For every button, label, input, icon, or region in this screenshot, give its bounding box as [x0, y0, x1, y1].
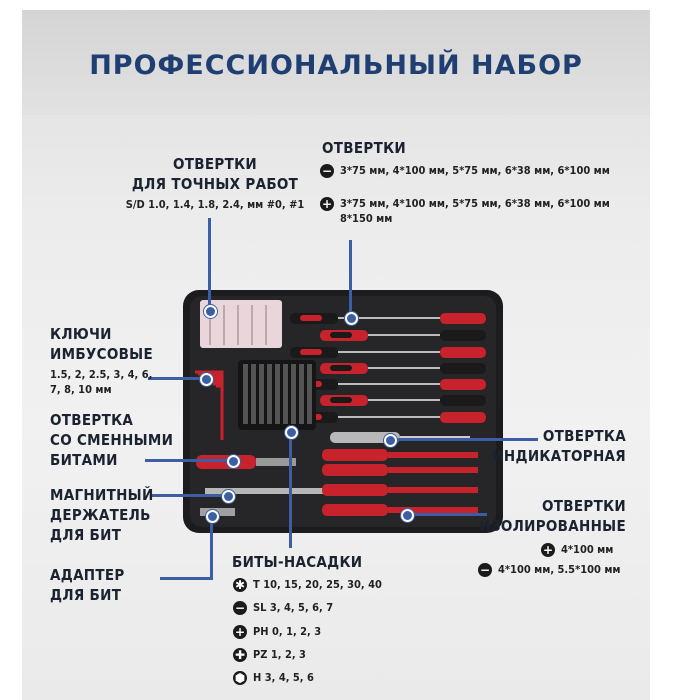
insulated-heading-line1: ОТВЕРТКИ: [542, 497, 626, 515]
precision-sizes: S/D 1.0, 1.4, 1.8, 2.4, мм #0, #1: [125, 198, 305, 211]
torx-icon: ✱: [234, 578, 246, 592]
screwdriver-grip: [300, 349, 322, 355]
bit: [307, 364, 312, 424]
pointer-line-adapter-v: [210, 514, 213, 579]
screwdrivers-heading: ОТВЕРТКИ: [322, 139, 406, 157]
bits-hex-icon: ⬢: [234, 671, 246, 685]
pointer-dot-bit-driver: [227, 455, 240, 468]
bit: [259, 364, 264, 424]
pointer-dot-indicator: [384, 434, 397, 447]
screwdriver-handle: [440, 395, 486, 406]
bits-heading: БИТЫ-НАСАДКИ: [232, 553, 363, 571]
insulated-phillips-sizes: 4*100 мм: [561, 543, 614, 556]
magnetic-holder-heading-line2: ДЕРЖАТЕЛЬ: [50, 506, 151, 524]
indicator-heading: [440, 426, 626, 466]
screwdriver-handle: [440, 379, 486, 390]
bit: [299, 364, 304, 424]
bit: [251, 364, 256, 424]
insulated-handle: [322, 449, 388, 461]
pointer-dot-magnetic: [222, 490, 235, 503]
screwdrivers-slotted-sizes: 3*75 мм, 4*100 мм, 5*75 мм, 6*38 мм, 6*100 мм: [340, 164, 610, 177]
pointer-dot-hex: [200, 373, 213, 386]
page-title: ПРОФЕССИОНАЛЬНЫЙ НАБОР: [89, 50, 583, 81]
hex-keys-sizes: [50, 367, 152, 397]
insulated-shaft: [388, 467, 478, 473]
hex-keys-heading-line1: КЛЮЧИ: [50, 325, 112, 343]
bits-pozidriv-icon: ✚: [234, 648, 246, 662]
screwdriver-grip: [300, 315, 322, 321]
pointer-dot-adapter: [206, 510, 219, 523]
bits-slotted-icon: −: [234, 601, 246, 615]
phillips-icon: +: [321, 197, 333, 211]
pointer-dot-screwdrivers: [345, 312, 358, 325]
slotted-icon: −: [321, 164, 333, 178]
pointer-line-adapter-h: [160, 577, 213, 580]
precision-heading: [120, 154, 310, 194]
pointer-dot-precision: [204, 305, 217, 318]
pointer-line-bits: [289, 430, 292, 548]
screwdriver-grip: [330, 397, 352, 403]
bit: [267, 364, 272, 424]
hex-keys-sizes-line1: 1.5, 2, 2.5, 3, 4, 6,: [50, 368, 153, 381]
insulated-heading-line2: ИЗОЛИРОВАННЫЕ: [479, 517, 626, 535]
insulated-heading: [440, 496, 626, 536]
bits-pozidriv-sizes: PZ 1, 2, 3: [253, 648, 306, 661]
bit-driver-handle: [196, 455, 256, 469]
hex-keys-sizes-line2: 7, 8, 10 мм: [50, 383, 112, 396]
insulated-handle: [322, 464, 388, 476]
pointer-dot-bits: [285, 426, 298, 439]
bit: [243, 364, 248, 424]
screwdriver-handle: [440, 330, 486, 341]
hex-keys-heading: [50, 324, 153, 364]
bit-driver-heading-line3: БИТАМИ: [50, 451, 118, 469]
bit: [283, 364, 288, 424]
bits-phillips-sizes: PH 0, 1, 2, 3: [253, 625, 322, 638]
insulated-slotted-sizes: 4*100 мм, 5.5*100 мм: [498, 563, 621, 576]
screwdriver-handle: [440, 363, 486, 374]
bit: [291, 364, 296, 424]
bit-driver-heading-line1: ОТВЕРТКА: [50, 411, 134, 429]
insulated-phillips-icon: +: [542, 543, 554, 557]
adapter-heading: [50, 565, 125, 605]
bits-torx-sizes: T 10, 15, 20, 25, 30, 40: [253, 578, 382, 591]
insulated-slotted-icon: −: [479, 563, 491, 577]
pointer-line-screwdrivers: [349, 240, 352, 315]
screwdriver-handle: [440, 347, 486, 358]
bit: [275, 364, 280, 424]
magnetic-holder-heading-line1: МАГНИТНЫЙ: [50, 486, 154, 504]
screwdriver-grip: [330, 332, 352, 338]
insulated-handle: [322, 484, 388, 496]
indicator-heading-line1: ОТВЕРТКА: [542, 427, 626, 445]
precision-heading-line2: ДЛЯ ТОЧНЫХ РАБОТ: [131, 175, 299, 193]
screwdriver-handle: [440, 412, 486, 423]
indicator-heading-line2: ИНДИКАТОРНАЯ: [492, 447, 626, 465]
adapter-heading-line2: ДЛЯ БИТ: [50, 586, 122, 604]
hex-keys-heading-line2: ИМБУСОВЫЕ: [50, 345, 153, 363]
pointer-line-precision: [208, 218, 211, 308]
magnetic-holder-heading-line3: ДЛЯ БИТ: [50, 526, 122, 544]
bit-driver-heading-line2: СО СМЕННЫМИ: [50, 431, 174, 449]
screwdriver-handle: [440, 313, 486, 324]
adapter-heading-line1: АДАПТЕР: [50, 566, 125, 584]
magnetic-holder-heading: [50, 485, 154, 545]
screwdrivers-phillips-sizes-2: 8*150 мм: [340, 212, 393, 225]
insulated-shaft: [388, 487, 478, 493]
bits-slotted-sizes: SL 3, 4, 5, 6, 7: [253, 601, 334, 614]
insulated-handle: [322, 504, 388, 516]
screwdriver-grip: [330, 365, 352, 371]
screwdrivers-phillips-sizes: 3*75 мм, 4*100 мм, 5*75 мм, 6*38 мм, 6*100 мм: [340, 197, 610, 210]
pointer-dot-insulated: [401, 509, 414, 522]
bit-driver-heading: [50, 410, 173, 470]
bits-hex-sizes: H 3, 4, 5, 6: [253, 671, 314, 684]
precision-heading-line1: ОТВЕРТКИ: [173, 155, 257, 173]
bits-phillips-icon: +: [234, 625, 246, 639]
pointer-line-magnetic: [150, 494, 225, 497]
pointer-line-hex: [148, 377, 203, 380]
